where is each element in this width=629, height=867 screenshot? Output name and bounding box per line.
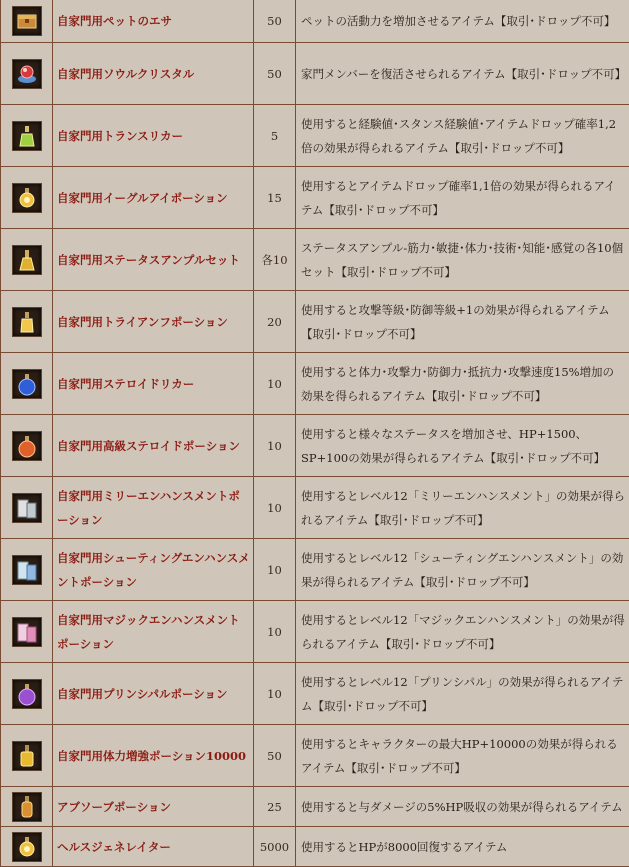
- green-potion-icon: [12, 121, 42, 151]
- item-icon-cell: [1, 167, 53, 229]
- treasure-box-icon: [12, 6, 42, 36]
- item-name: 自家門用ミリーエンハンスメントポーション: [53, 477, 254, 539]
- purple-flask-icon: [12, 679, 42, 709]
- item-icon-cell: [1, 477, 53, 539]
- item-description: 使用すると体力･攻撃力･防御力･抵抗力･攻撃速度15%増加の効果を得られるアイテム【取引･ドロップ不可】: [296, 353, 629, 415]
- item-icon-cell: [1, 663, 53, 725]
- amber-bottle-icon: [12, 792, 42, 822]
- item-icon-cell: [1, 353, 53, 415]
- item-quantity: 各10: [254, 229, 296, 291]
- item-name: 自家門用ステロイドリカー: [53, 353, 254, 415]
- item-description: 使用するとレベル12「プリンシパル」の効果が得られるアイテム【取引･ドロップ不可】: [296, 663, 629, 725]
- item-quantity: 10: [254, 415, 296, 477]
- table-row: [1, 477, 629, 539]
- item-icon-cell: [1, 43, 53, 105]
- table-row: [1, 167, 629, 229]
- table-row: [1, 105, 629, 167]
- table-row: [1, 415, 629, 477]
- gold-lamp-potion-icon: [12, 183, 42, 213]
- item-quantity: 50: [254, 0, 296, 43]
- item-quantity: 5000: [254, 827, 296, 867]
- item-description: ステータスアンプル-筋力･敏捷･体力･技術･知能･感覚の各10個セット【取引･ドロップ不可】: [296, 229, 629, 291]
- item-name: 自家門用イーグルアイポーション: [53, 167, 254, 229]
- item-icon-cell: [1, 787, 53, 827]
- table-row: [1, 539, 629, 601]
- item-quantity: 10: [254, 601, 296, 663]
- item-quantity: 10: [254, 477, 296, 539]
- blue-scroll-bottle-icon: [12, 555, 42, 585]
- item-name: 自家門用シューティングエンハンスメントポーション: [53, 539, 254, 601]
- item-name: 自家門用高級ステロイドポーション: [53, 415, 254, 477]
- gold-lamp-potion-icon: [12, 832, 42, 862]
- item-description: 使用すると様々なステータスを増加させ、HP+1500、SP+100の効果が得られるアイテム【取引･ドロップ不可】: [296, 415, 629, 477]
- item-name: 自家門用体力増強ポーション10000: [53, 725, 254, 787]
- item-quantity: 20: [254, 291, 296, 353]
- item-description: 使用するとレベル12「マジックエンハンスメント」の効果が得られるアイテム【取引･ドロップ不可】: [296, 601, 629, 663]
- table-row: [1, 291, 629, 353]
- item-quantity: 50: [254, 43, 296, 105]
- item-icon-cell: [1, 105, 53, 167]
- item-name: 自家門用マジックエンハンスメントポーション: [53, 601, 254, 663]
- item-quantity: 15: [254, 167, 296, 229]
- table-row: [1, 827, 629, 867]
- item-icon-cell: [1, 827, 53, 867]
- item-quantity: 50: [254, 725, 296, 787]
- item-quantity: 5: [254, 105, 296, 167]
- blue-flask-icon: [12, 369, 42, 399]
- gold-flask-icon: [12, 245, 42, 275]
- table-row: [1, 725, 629, 787]
- item-icon-cell: [1, 415, 53, 477]
- gold-bottle-icon: [12, 741, 42, 771]
- item-name: 自家門用ペットのエサ: [53, 0, 254, 43]
- table-row: [1, 353, 629, 415]
- item-icon-cell: [1, 229, 53, 291]
- item-description: 使用すると与ダメージの5%HP吸収の効果が得られるアイテム: [296, 787, 629, 827]
- orange-flask-icon: [12, 431, 42, 461]
- item-name: 自家門用ソウルクリスタル: [53, 43, 254, 105]
- pink-scroll-bottle-icon: [12, 617, 42, 647]
- item-quantity: 25: [254, 787, 296, 827]
- red-crystal-icon: [12, 59, 42, 89]
- item-description: 家門メンバーを復活させられるアイテム【取引･ドロップ不可】: [296, 43, 629, 105]
- item-description: 使用するとレベル12「ミリーエンハンスメント」の効果が得られるアイテム【取引･ドロップ不可】: [296, 477, 629, 539]
- item-icon-cell: [1, 0, 53, 43]
- item-name: 自家門用トランスリカー: [53, 105, 254, 167]
- item-description: 使用するとキャラクターの最大HP+10000の効果が得られるアイテム【取引･ドロップ不可】: [296, 725, 629, 787]
- item-name: 自家門用トライアンフポーション: [53, 291, 254, 353]
- item-name: アブソーブポーション: [53, 787, 254, 827]
- table-row: [1, 229, 629, 291]
- item-icon-cell: [1, 539, 53, 601]
- table-row: [1, 0, 629, 43]
- item-icon-cell: [1, 601, 53, 663]
- item-description: ペットの活動力を増加させるアイテム【取引･ドロップ不可】: [296, 0, 629, 43]
- item-name: ヘルスジェネレイター: [53, 827, 254, 867]
- scroll-bottle-icon: [12, 493, 42, 523]
- gold-potion-icon: [12, 307, 42, 337]
- table-row: [1, 663, 629, 725]
- table-row: [1, 601, 629, 663]
- item-description: 使用するとレベル12「シューティングエンハンスメント」の効果が得られるアイテム【取引･ドロップ不可】: [296, 539, 629, 601]
- item-icon-cell: [1, 291, 53, 353]
- item-quantity: 10: [254, 539, 296, 601]
- item-description: 使用すると攻撃等級･防御等級+1の効果が得られるアイテム【取引･ドロップ不可】: [296, 291, 629, 353]
- item-icon-cell: [1, 725, 53, 787]
- item-name: 自家門用プリンシパルポーション: [53, 663, 254, 725]
- item-quantity: 10: [254, 353, 296, 415]
- table-row: [1, 787, 629, 827]
- item-description: 使用するとHPが8000回復するアイテム: [296, 827, 629, 867]
- table-row: [1, 43, 629, 105]
- item-description: 使用するとアイテムドロップ確率1,1倍の効果が得られるアイテム【取引･ドロップ不可】: [296, 167, 629, 229]
- item-name: 自家門用ステータスアンプルセット: [53, 229, 254, 291]
- item-quantity: 10: [254, 663, 296, 725]
- item-description: 使用すると経験値･スタンス経験値･アイテムドロップ確率1,2倍の効果が得られるアイテム【取引･ドロップ不可】: [296, 105, 629, 167]
